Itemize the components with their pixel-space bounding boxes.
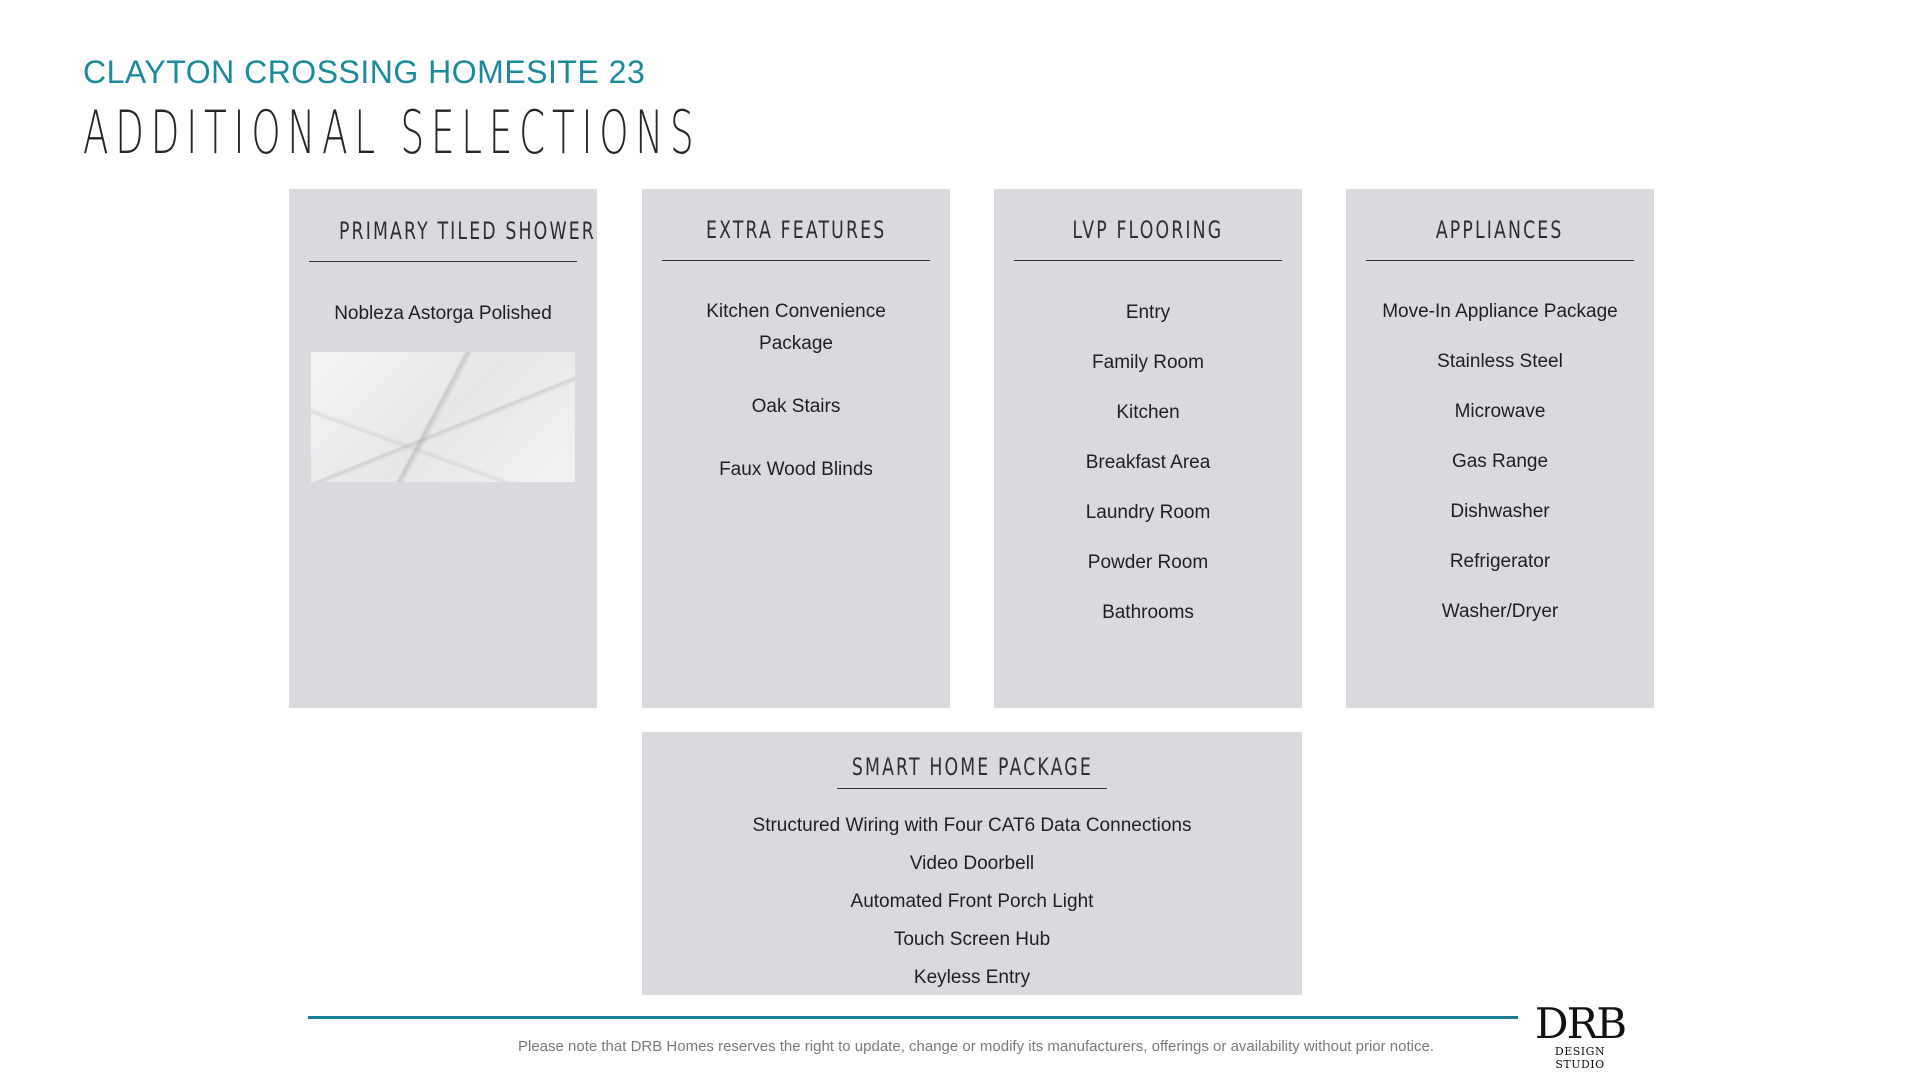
footer-disclaimer: Please note that DRB Homes reserves the right to update, change or modify its manufacturers, offerings or availability without prior notice. bbox=[517, 1038, 1434, 1055]
list-item: Structured Wiring with Four CAT6 Data Connections bbox=[752, 815, 1192, 836]
list-item: Touch Screen Hub bbox=[893, 929, 1051, 950]
list-item: Dishwasher bbox=[1450, 501, 1550, 522]
list-item: Bathrooms bbox=[1102, 602, 1194, 623]
list-item: Family Room bbox=[1092, 352, 1204, 373]
list-item: Nobleza Astorga Polished bbox=[334, 303, 552, 324]
list-item: Breakfast Area bbox=[1085, 452, 1211, 473]
list-item: Stainless Steel bbox=[1437, 351, 1563, 372]
logo-subtext: DESIGN STUDIO bbox=[1554, 1045, 1606, 1071]
card-lvp-flooring bbox=[994, 189, 1302, 708]
card-smart-home-package bbox=[642, 732, 1302, 995]
list-item: Keyless Entry bbox=[913, 967, 1031, 988]
drb-design-studio-logo bbox=[1530, 999, 1630, 1071]
list-item: Faux Wood Blinds bbox=[719, 459, 873, 480]
card-title: APPLIANCES bbox=[1436, 216, 1564, 244]
card-title: SMART HOME PACKAGE bbox=[851, 753, 1093, 781]
footer-divider bbox=[308, 1016, 1518, 1019]
card-title: LVP FLOORING bbox=[1072, 216, 1224, 244]
homesite-subtitle: CLAYTON CROSSING HOMESITE 23 bbox=[83, 54, 646, 90]
list-item: Refrigerator bbox=[1449, 551, 1551, 572]
list-item: Gas Range bbox=[1451, 451, 1549, 472]
list-item: Kitchen Convenience bbox=[706, 301, 886, 322]
page-title: ADDITIONAL SELECTIONS bbox=[83, 98, 701, 168]
card-divider bbox=[837, 788, 1107, 789]
card-title: EXTRA FEATURES bbox=[705, 216, 887, 244]
list-item: Microwave bbox=[1454, 401, 1546, 422]
card-title: PRIMARY TILED SHOWER bbox=[338, 217, 596, 245]
card-appliances bbox=[1346, 189, 1654, 708]
list-item: Powder Room bbox=[1087, 552, 1209, 573]
card-divider bbox=[1366, 260, 1634, 261]
list-item: Washer/Dryer bbox=[1441, 601, 1559, 622]
list-item: Video Doorbell bbox=[909, 853, 1035, 874]
list-item: Move-In Appliance Package bbox=[1382, 301, 1618, 322]
list-item: Package bbox=[759, 333, 833, 354]
card-primary-tiled-shower bbox=[289, 189, 597, 708]
list-item: Entry bbox=[1125, 302, 1171, 323]
list-item: Automated Front Porch Light bbox=[850, 891, 1094, 912]
card-divider bbox=[662, 260, 930, 261]
logo-mark: DRB bbox=[1534, 999, 1626, 1048]
list-item: Oak Stairs bbox=[751, 396, 841, 417]
card-extra-features bbox=[642, 189, 950, 708]
list-item: Laundry Room bbox=[1085, 502, 1211, 523]
card-divider bbox=[1014, 260, 1282, 261]
card-divider bbox=[309, 261, 577, 262]
list-item: Kitchen bbox=[1116, 402, 1180, 423]
marble-tile-swatch bbox=[311, 352, 575, 482]
